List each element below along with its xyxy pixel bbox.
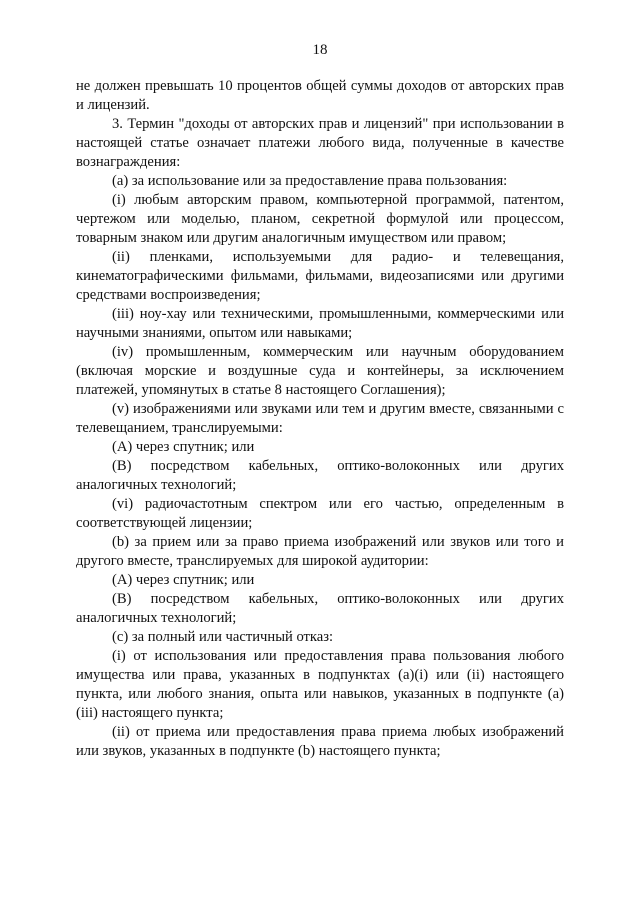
paragraph: (i) от использования или предоставления права пользования любого имущества или права, указанных в подпунктах (a)(i) или (ii) настоящего пункта, или любого знания, опыта или навыков, указанных в подпункте (a)(iii) настоящего пункта;: [76, 648, 564, 721]
paragraph: (a) за использование или за предоставление права пользования:: [112, 173, 508, 189]
paragraph: (ii) пленками, используемыми для радио- и телевещания, кинематографическими фильмами, фильмами, видеозаписями или другими средствами воспроизведения;: [76, 249, 564, 303]
paragraph: (v) изображениями или звуками или тем и другим вместе, связанными с телевещанием, транслируемыми:: [76, 401, 564, 436]
paragraph: (iii) ноу-хау или техническими, промышленными, коммерческими или научными знаниями, опытом или навыками;: [76, 306, 564, 341]
paragraph: (iv) промышленным, коммерческим или научным оборудованием (включая морские и воздушные суда и контейнеры, за исключением платежей, упомянутых в статье 8 настоящего Соглашения);: [76, 344, 564, 398]
page-number: 18: [312, 42, 328, 58]
document-body: [76, 77, 564, 761]
paragraph: (A) через спутник; или: [112, 439, 255, 455]
paragraph: (A) через спутник; или: [112, 572, 255, 588]
paragraph: (ii) от приема или предоставления права приема любых изображений или звуков, указанных в подпункте (b) настоящего пункта;: [76, 724, 564, 759]
paragraph: (i) любым авторским правом, компьютерной программой, патентом, чертежом или моделью, планом, секретной формулой или процессом, товарным знаком или другим аналогичным имуществом или правом;: [76, 192, 564, 246]
paragraph: 3. Термин "доходы от авторских прав и лицензий" при использовании в настоящей статье означает платежи любого вида, полученные в качестве вознаграждения:: [76, 116, 564, 170]
paragraph: (c) за полный или частичный отказ:: [112, 629, 334, 645]
paragraph: (B) посредством кабельных, оптико-волоконных или других аналогичных технологий;: [76, 458, 564, 493]
paragraph: (B) посредством кабельных, оптико-волоконных или других аналогичных технологий;: [76, 591, 564, 626]
paragraph: (vi) радиочастотным спектром или его частью, определенным в соответствующей лицензии;: [76, 496, 564, 531]
paragraph: (b) за прием или за право приема изображений или звуков или того и другого вместе, транслируемых для широкой аудитории:: [76, 534, 564, 569]
paragraph: не должен превышать 10 процентов общей суммы доходов от авторских прав и лицензий.: [76, 78, 564, 113]
